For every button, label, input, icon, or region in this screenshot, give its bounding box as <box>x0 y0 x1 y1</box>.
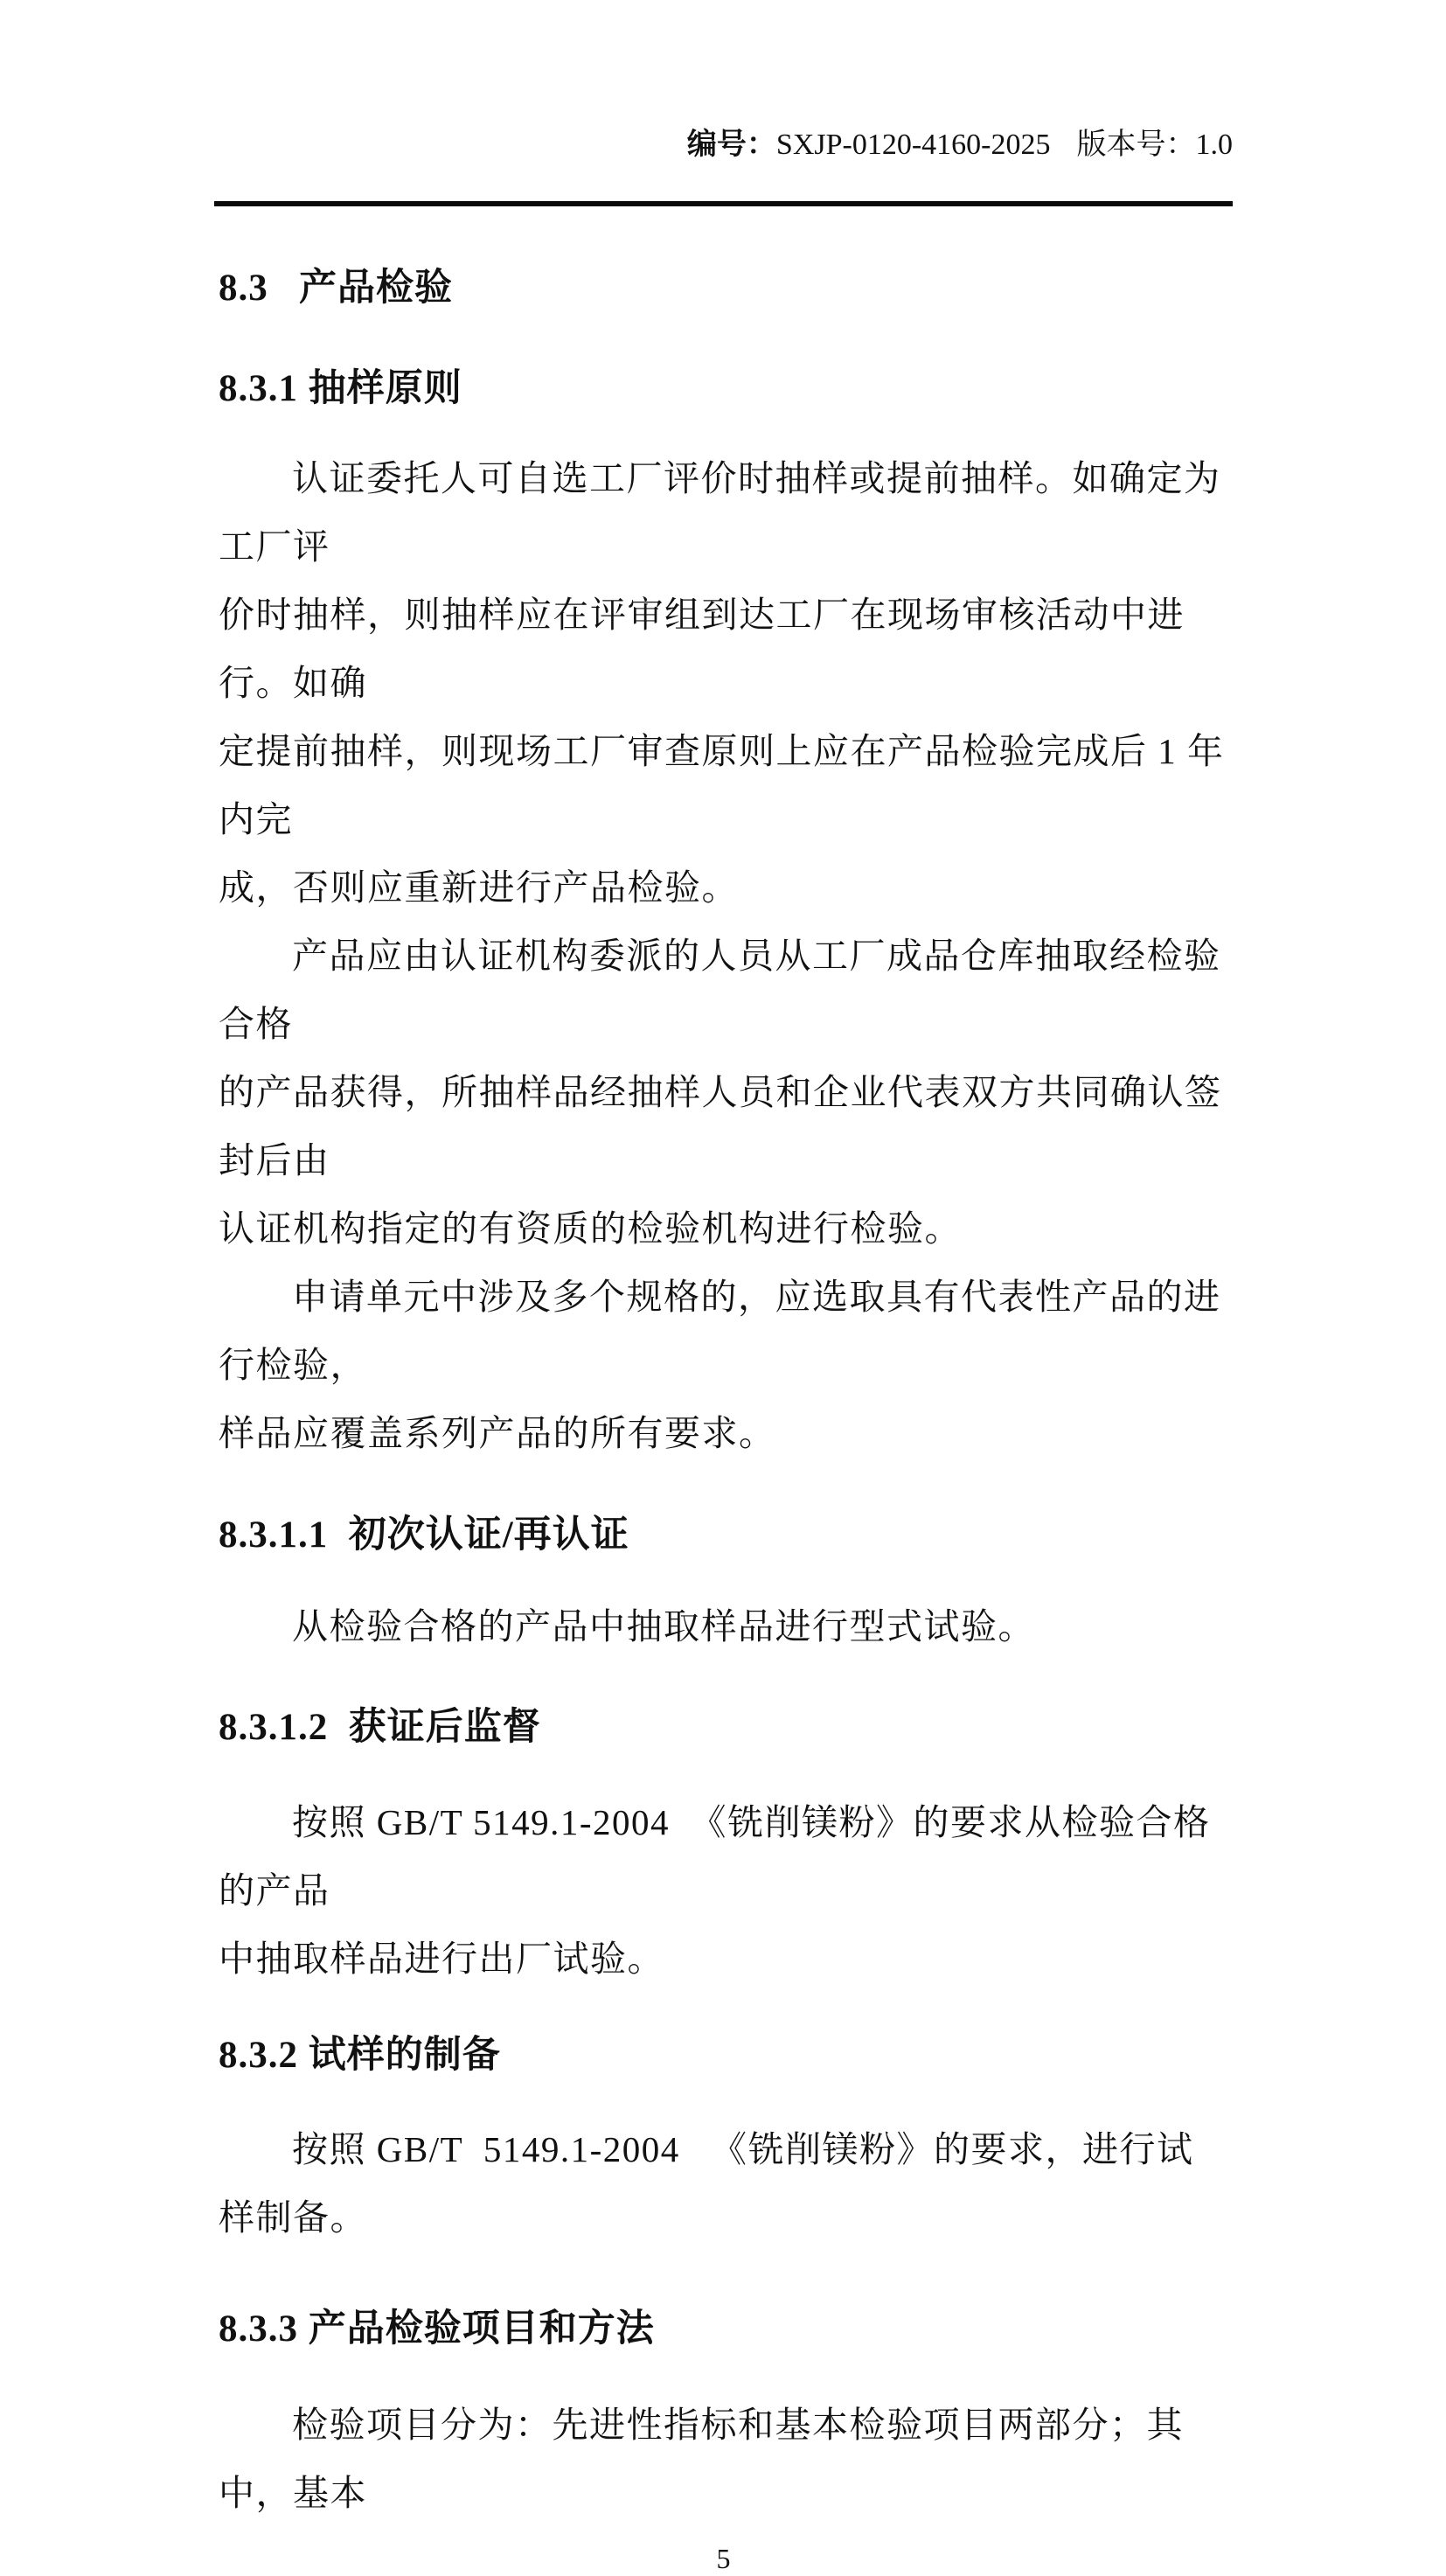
section-heading-8-3-1: 8.3.1 抽样原则 <box>219 368 462 409</box>
doc-number-value: SXJP-0120-4160-2025 <box>775 129 1051 161</box>
paragraph-inspection-items: 检验项目分为：先进性指标和基本检验项目两部分；其中，基本 <box>219 2405 1184 2513</box>
doc-number-label: 编号： <box>686 129 776 161</box>
document-header <box>214 0 1233 206</box>
page-number: 5 <box>716 2543 731 2574</box>
version-label: 版本号： <box>1076 129 1196 161</box>
section-heading-8-3: 8.3 产品检验 <box>219 268 453 309</box>
paragraph-post-certification: 按照 GB/T 5149.1-2004 《铣削镁粉》的要求从检验合格的产品 中抽取样品进行出厂试验。 <box>219 1802 1211 1979</box>
paragraph-sampling-3: 申请单元中涉及多个规格的，应选取具有代表性产品的进行检验， 样品应覆盖系列产品的所有要求。 <box>219 1277 1221 1453</box>
version-value: 1.0 <box>1195 129 1233 161</box>
paragraph-sampling-2: 产品应由认证机构委派的人员从工厂成品仓库抽取经检验合格 的产品获得，所抽样品经抽样人员和企业代表双方共同确认签封后由 认证机构指定的有资质的检验机构进行检验。 <box>219 936 1222 1249</box>
document-body <box>219 262 1228 2576</box>
section-heading-8-3-3: 8.3.3 产品检验项目和方法 <box>219 2308 655 2350</box>
section-heading-8-3-1-1: 8.3.1.1 初次认证/再认证 <box>219 1514 629 1556</box>
paragraph-sampling-1: 认证委托人可自选工厂评价时抽样或提前抽样。如确定为工厂评 价时抽样，则抽样应在评审组到达工厂在现场审核活动中进行。如确 定提前抽样，则现场工厂审查原则上应在产品检验完成后 1 年内完 成，否则应重新进行产品检验。 <box>219 458 1225 908</box>
paragraph-sample-preparation: 按照 GB/T 5149.1-2004 《铣削镁粉》的要求，进行试样制备。 <box>219 2129 1194 2238</box>
section-heading-8-3-2: 8.3.2 试样的制备 <box>219 2035 501 2076</box>
section-heading-8-3-1-2: 8.3.1.2 获证后监督 <box>219 1707 541 1748</box>
paragraph-initial-certification: 从检验合格的产品中抽取样品进行型式试验。 <box>292 1606 1035 1647</box>
